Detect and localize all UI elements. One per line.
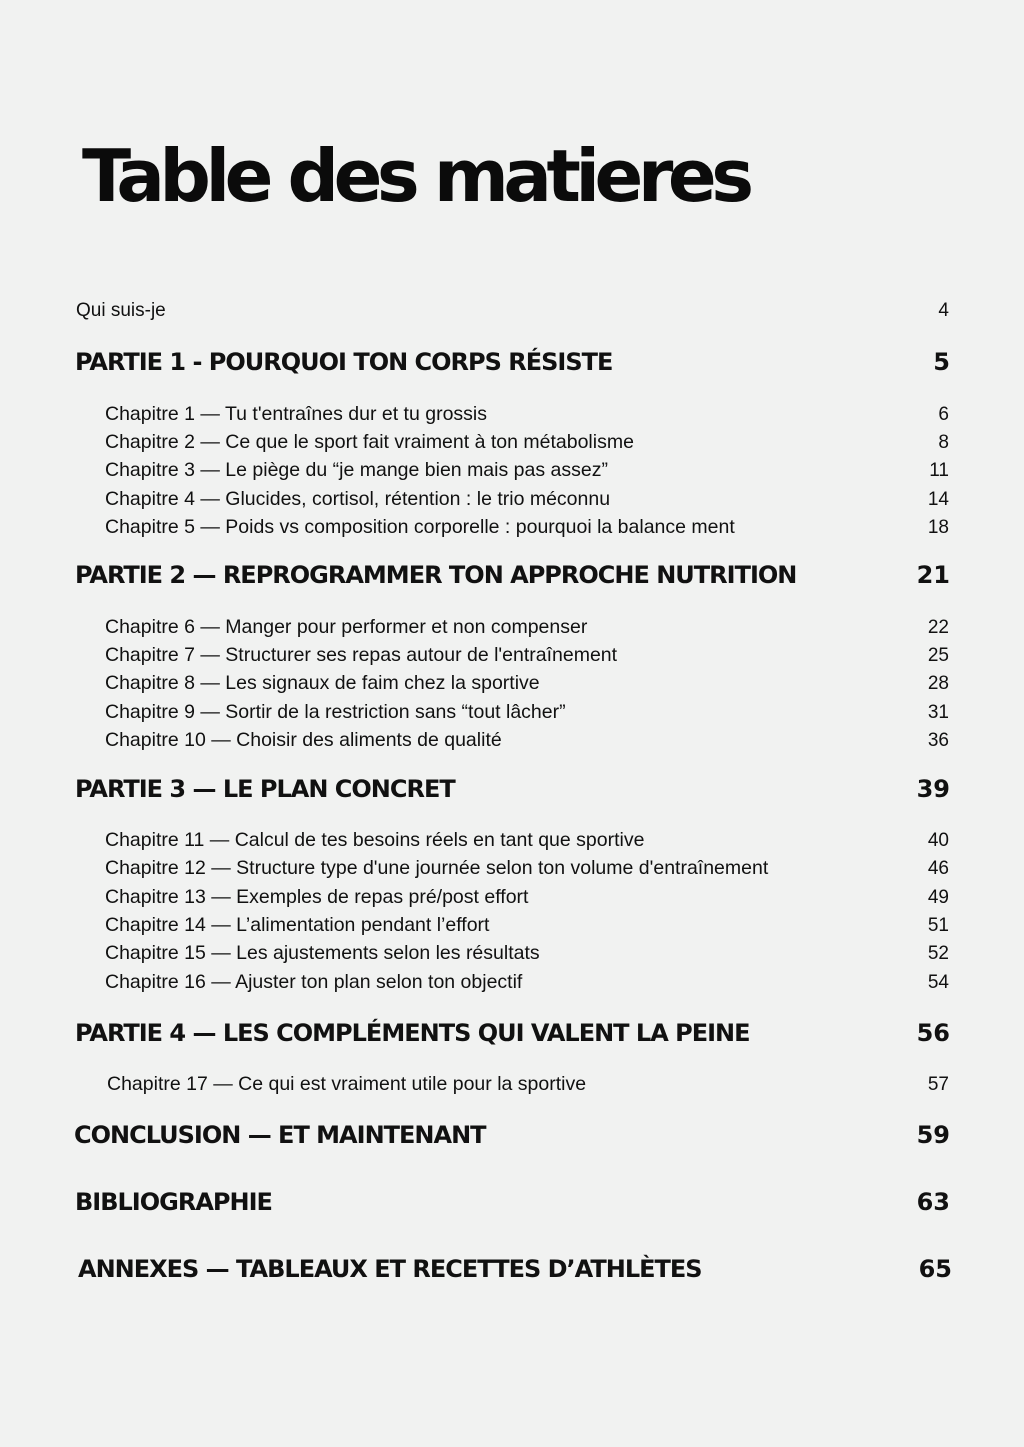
toc-chapter-label: Chapitre 15 — Les ajustements selon les résultats [105,942,540,964]
toc-chapter-page: 49 [927,887,949,908]
toc-chapter-label: Chapitre 17 — Ce qui est vraiment utile pour la sportive [107,1073,587,1095]
toc-chapter-label: Chapitre 4 — Glucides, cortisol, rétention : le trio méconnu [105,488,611,510]
toc-chapter-page: 14 [927,489,949,510]
toc-chapter-page: 57 [927,1074,949,1095]
toc-chapter-page: 52 [927,943,949,964]
toc-chapter-7 [105,644,949,667]
toc-chapter-label: Chapitre 13 — Exemples de repas pré/post effort [105,886,529,908]
toc-chapter-page: 8 [938,432,949,453]
toc-chapter-label: Chapitre 12 — Structure type d'une journée selon ton volume d'entraînement [105,857,769,879]
toc-chapter-label: Chapitre 6 — Manger pour performer et non compenser [105,616,588,638]
toc-chapter-5 [105,516,949,539]
toc-chapter-page: 51 [927,915,949,936]
toc-chapter-page: 25 [927,645,949,666]
toc-chapter-page: 36 [927,730,949,751]
toc-chapter-label: Chapitre 9 — Sortir de la restriction sans “tout lâcher” [105,701,566,723]
toc-part-2 [75,561,950,589]
toc-chapter-6 [105,616,949,639]
toc-bibliographie [75,1188,950,1216]
toc-entry-page: 4 [938,300,949,321]
toc-chapter-3 [105,459,949,482]
toc-chapter-page: 54 [927,972,949,993]
toc-part-4 [75,1019,950,1047]
toc-chapter-label: Chapitre 11 — Calcul de tes besoins réels en tant que sportive [105,829,645,851]
toc-chapter-page: 40 [927,830,949,851]
toc-section-page: 59 [916,1121,950,1149]
toc-chapter-11 [105,829,949,852]
toc-section-label: CONCLUSION — ET MAINTENANT [74,1121,486,1149]
toc-part-label: PARTIE 3 — LE PLAN CONCRET [75,775,455,803]
toc-chapter-label: Chapitre 5 — Poids vs composition corporelle : pourquoi la balance ment [105,516,735,538]
toc-chapter-14 [105,914,949,937]
toc-chapter-label: Chapitre 14 — L’alimentation pendant l’effort [105,914,490,936]
page-title: Table des matieres [82,134,749,218]
toc-part-label: PARTIE 1 - POURQUOI TON CORPS RÉSISTE [75,348,613,376]
toc-entry-label: Qui suis-je [76,300,166,321]
toc-chapter-page: 22 [927,617,949,638]
toc-chapter-page: 31 [927,702,949,723]
toc-part-page: 56 [916,1019,950,1047]
toc-chapter-page: 46 [927,858,949,879]
toc-chapter-12 [105,857,949,880]
toc-chapter-8 [105,672,949,695]
toc-part-page: 21 [916,561,950,589]
toc-part-label: PARTIE 2 — REPROGRAMMER TON APPROCHE NUTRITION [75,561,797,589]
toc-chapter-10 [105,729,949,752]
toc-chapter-label: Chapitre 16 — Ajuster ton plan selon ton objectif [105,971,523,993]
toc-chapter-16 [105,971,949,994]
toc-chapter-label: Chapitre 3 — Le piège du “je mange bien mais pas assez” [105,459,608,481]
toc-chapter-label: Chapitre 2 — Ce que le sport fait vraiment à ton métabolisme [105,431,634,453]
toc-section-page: 63 [916,1188,950,1216]
toc-part-1 [75,348,950,376]
toc-chapter-page: 6 [938,404,949,425]
toc-entry-intro [76,300,949,322]
toc-chapter-page: 28 [927,673,949,694]
toc-chapter-9 [105,701,949,724]
toc-conclusion [74,1121,950,1149]
toc-chapter-page: 18 [927,517,949,538]
toc-chapter-13 [105,886,949,909]
toc-annexes [78,1255,952,1283]
toc-section-label: BIBLIOGRAPHIE [75,1188,272,1216]
toc-chapter-label: Chapitre 8 — Les signaux de faim chez la sportive [105,672,540,694]
toc-section-page: 65 [918,1255,952,1283]
toc-part-3 [75,775,950,803]
toc-chapter-4 [105,488,949,511]
toc-chapter-1 [105,403,949,426]
toc-chapter-15 [105,942,949,965]
toc-chapter-label: Chapitre 7 — Structurer ses repas autour de l'entraînement [105,644,618,666]
toc-chapter-2 [105,431,949,454]
toc-chapter-page: 11 [929,460,949,481]
toc-part-label: PARTIE 4 — LES COMPLÉMENTS QUI VALENT LA PEINE [75,1019,750,1047]
toc-section-label: ANNEXES — TABLEAUX ET RECETTES D’ATHLÈTES [78,1255,702,1283]
toc-part-page: 5 [933,348,950,376]
toc-chapter-label: Chapitre 10 — Choisir des aliments de qualité [105,729,502,751]
toc-chapter-label: Chapitre 1 — Tu t'entraînes dur et tu grossis [105,403,487,425]
toc-part-page: 39 [916,775,950,803]
toc-chapter-17 [107,1073,949,1096]
